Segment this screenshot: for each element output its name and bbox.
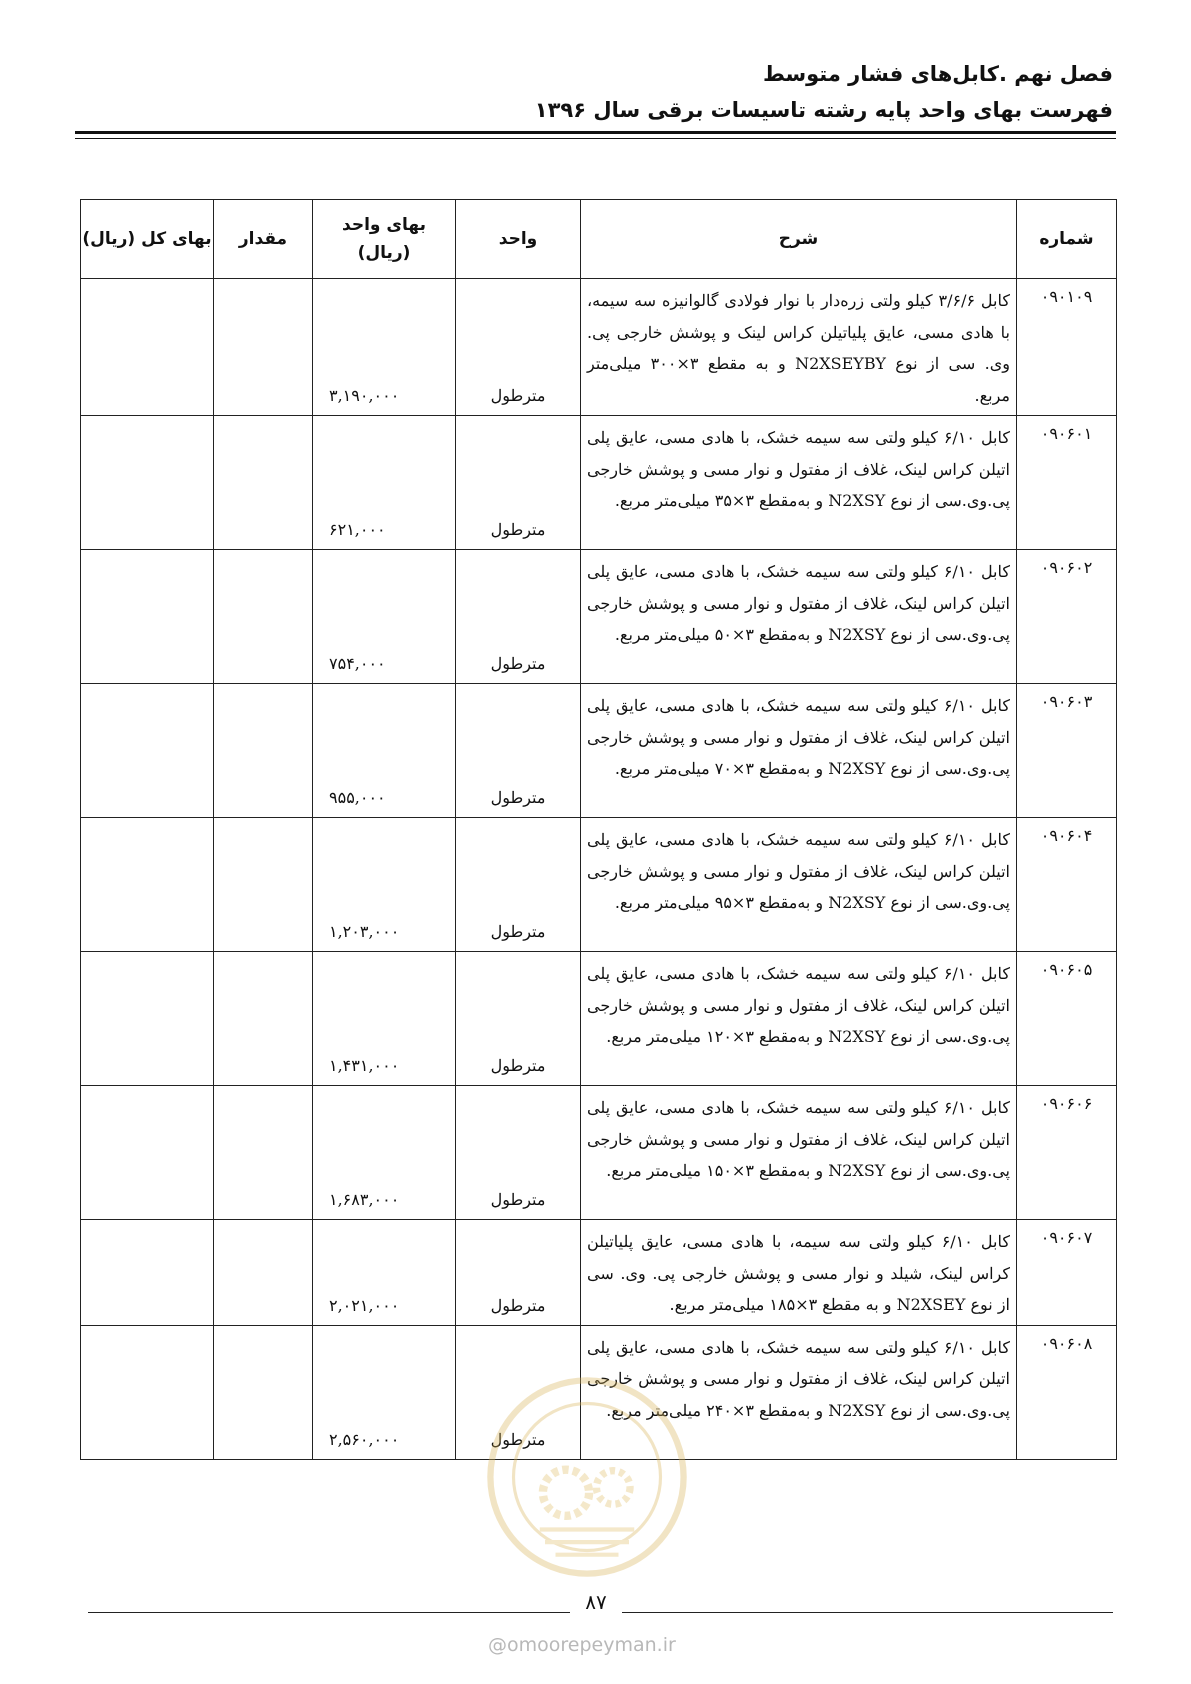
header-unit-price-label: بهای واحد	[342, 215, 426, 235]
header-number: شماره	[1017, 200, 1117, 279]
table-row	[81, 1220, 1117, 1326]
item-unit-price: ۶۲۱,۰۰۰	[313, 416, 456, 550]
item-description: کابل ۶/۱۰ کیلو ولتی سه سیمه خشک، با هادی مسی، عایق پلی اتیلن کراس لینک، غلاف از مفتول و نوار مسی و پوشش خارجی پی.وی.سی از نوع N2XSY و به‌مقطع ۳×۷۰ میلی‌متر مربع.	[581, 684, 1017, 818]
price-table	[80, 199, 1117, 1460]
page-header	[535, 58, 1113, 126]
item-unit-price: ۷۵۴,۰۰۰	[313, 550, 456, 684]
item-number: ۰۹۰۶۰۵	[1017, 952, 1117, 1086]
item-description: کابل ۶/۱۰ کیلو ولتی سه سیمه خشک، با هادی مسی، عایق پلی اتیلن کراس لینک، غلاف از مفتول و نوار مسی و پوشش خارجی پی.وی.سی از نوع N2XSY و به‌مقطع ۳×۱۵۰ میلی‌متر مربع.	[581, 1086, 1017, 1220]
item-unit-price: ۱,۲۰۳,۰۰۰	[313, 818, 456, 952]
item-quantity	[214, 1325, 313, 1459]
table-row	[81, 416, 1117, 550]
item-total-price	[81, 952, 214, 1086]
item-number: ۰۹۰۶۰۸	[1017, 1325, 1117, 1459]
publisher-seal-logo	[482, 1372, 692, 1582]
header-rule-thin	[75, 138, 1116, 139]
item-description: کابل ۳/۶/۶ کیلو ولتی زره‌دار با نوار فولادی گالوانیزه سه سیمه، با هادی مسی، عایق پلیاتیلن کراس لینک و پوشش خارجی پی. وی. سی از نوع N2XSEYBY و به مقطع ۳×۳۰۰ میلی‌متر مربع.	[581, 279, 1017, 416]
item-unit: مترطول	[456, 1220, 581, 1326]
item-total-price	[81, 818, 214, 952]
item-unit: مترطول	[456, 1086, 581, 1220]
chapter-title: فصل نهم .کابل‌های فشار متوسط	[762, 62, 1113, 86]
item-unit: مترطول	[456, 550, 581, 684]
table-row	[81, 818, 1117, 952]
item-total-price	[81, 1086, 214, 1220]
item-number: ۰۹۰۶۰۷	[1017, 1220, 1117, 1326]
item-number: ۰۹۰۶۰۲	[1017, 550, 1117, 684]
catalog-title: فهرست بهای واحد پایه رشته تاسیسات برقی سال ۱۳۹۶	[534, 98, 1113, 122]
item-number: ۰۹۰۱۰۹	[1017, 279, 1117, 416]
item-unit-price: ۳,۱۹۰,۰۰۰	[313, 279, 456, 416]
header-total-price: بهای کل (ریال)	[81, 200, 214, 279]
item-unit: مترطول	[456, 684, 581, 818]
site-watermark: @omoorepeyman.ir	[488, 1634, 676, 1656]
page-number: ۸۷	[570, 1590, 622, 1614]
header-unit-price-currency: (ریال)	[357, 243, 411, 263]
item-total-price	[81, 684, 214, 818]
item-number: ۰۹۰۶۰۳	[1017, 684, 1117, 818]
item-unit-price: ۱,۶۸۳,۰۰۰	[313, 1086, 456, 1220]
header-unit-price	[313, 200, 456, 279]
item-quantity	[214, 1086, 313, 1220]
item-total-price	[81, 550, 214, 684]
table-row	[81, 550, 1117, 684]
item-unit-price: ۲,۵۶۰,۰۰۰	[313, 1325, 456, 1459]
item-unit-price: ۱,۴۳۱,۰۰۰	[313, 952, 456, 1086]
item-quantity	[214, 952, 313, 1086]
item-number: ۰۹۰۶۰۶	[1017, 1086, 1117, 1220]
item-description: کابل ۶/۱۰ کیلو ولتی سه سیمه خشک، با هادی مسی، عایق پلی اتیلن کراس لینک، غلاف از مفتول و نوار مسی و پوشش خارجی پی.وی.سی از نوع N2XSY و به‌مقطع ۳×۹۵ میلی‌متر مربع.	[581, 818, 1017, 952]
item-number: ۰۹۰۶۰۱	[1017, 416, 1117, 550]
item-unit: مترطول	[456, 279, 581, 416]
item-unit: مترطول	[456, 1325, 581, 1459]
header-description: شرح	[581, 200, 1017, 279]
table-row	[81, 952, 1117, 1086]
item-unit: مترطول	[456, 952, 581, 1086]
item-quantity	[214, 818, 313, 952]
item-unit: مترطول	[456, 818, 581, 952]
item-total-price	[81, 1325, 214, 1459]
item-quantity	[214, 684, 313, 818]
item-unit: مترطول	[456, 416, 581, 550]
item-quantity	[214, 416, 313, 550]
item-description: کابل ۶/۱۰ کیلو ولتی سه سیمه، با هادی مسی، عایق پلیاتیلن کراس لینک، شیلد و نوار مسی و پوشش خارجی پی. وی. سی از نوع N2XSEY و به مقطع ۳×۱۸۵ میلی‌متر مربع.	[581, 1220, 1017, 1326]
table-row	[81, 1086, 1117, 1220]
item-total-price	[81, 1220, 214, 1326]
item-description: کابل ۶/۱۰ کیلو ولتی سه سیمه خشک، با هادی مسی، عایق پلی اتیلن کراس لینک، غلاف از مفتول و نوار مسی و پوشش خارجی پی.وی.سی از نوع N2XSY و به‌مقطع ۳×۲۴۰ میلی‌متر مربع.	[581, 1325, 1017, 1459]
item-total-price	[81, 416, 214, 550]
item-quantity	[214, 279, 313, 416]
item-description: کابل ۶/۱۰ کیلو ولتی سه سیمه خشک، با هادی مسی، عایق پلی اتیلن کراس لینک، غلاف از مفتول و نوار مسی و پوشش خارجی پی.وی.سی از نوع N2XSY و به‌مقطع ۳×۱۲۰ میلی‌متر مربع.	[581, 952, 1017, 1086]
item-quantity	[214, 550, 313, 684]
table-header-row	[81, 200, 1117, 279]
header-rule-thick	[75, 131, 1116, 134]
item-quantity	[214, 1220, 313, 1326]
header-quantity: مقدار	[214, 200, 313, 279]
header-unit: واحد	[456, 200, 581, 279]
item-number: ۰۹۰۶۰۴	[1017, 818, 1117, 952]
item-description: کابل ۶/۱۰ کیلو ولتی سه سیمه خشک، با هادی مسی، عایق پلی اتیلن کراس لینک، غلاف از مفتول و نوار مسی و پوشش خارجی پی.وی.سی از نوع N2XSY و به‌مقطع ۳×۵۰ میلی‌متر مربع.	[581, 550, 1017, 684]
table-row	[81, 684, 1117, 818]
table-row	[81, 279, 1117, 416]
item-total-price	[81, 279, 214, 416]
item-unit-price: ۲,۰۲۱,۰۰۰	[313, 1220, 456, 1326]
item-description: کابل ۶/۱۰ کیلو ولتی سه سیمه خشک، با هادی مسی، عایق پلی اتیلن کراس لینک، غلاف از مفتول و نوار مسی و پوشش خارجی پی.وی.سی از نوع N2XSY و به‌مقطع ۳×۳۵ میلی‌متر مربع.	[581, 416, 1017, 550]
item-unit-price: ۹۵۵,۰۰۰	[313, 684, 456, 818]
